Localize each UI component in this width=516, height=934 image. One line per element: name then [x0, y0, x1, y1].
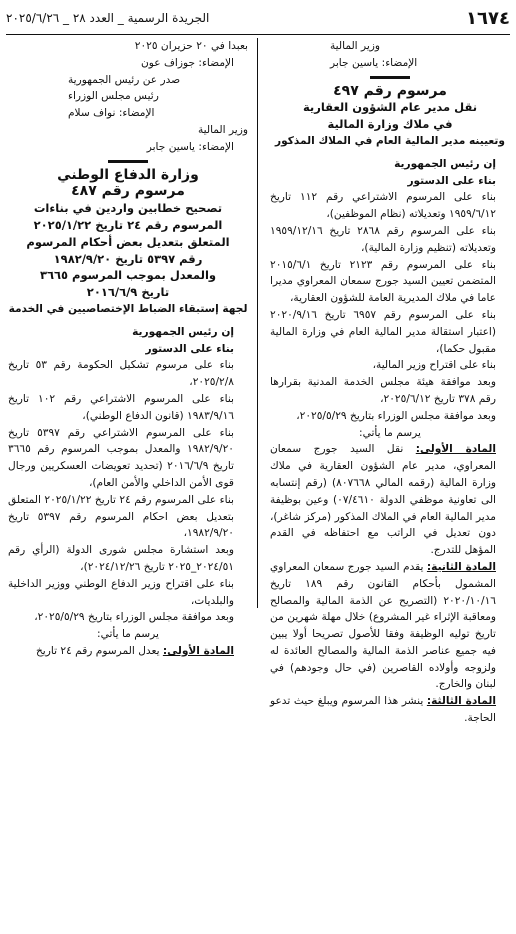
signature-name: الإمضاء: ياسين جابر — [330, 56, 418, 69]
decree-heading: لجهة إستبقاء الضباط الإختصاصيين في الخدمة — [8, 302, 248, 315]
constitution-line: بناء على الدستور — [145, 342, 234, 355]
decree-title: مرسوم رقم ٤٩٧ — [333, 82, 447, 99]
signature-name: الإمضاء: جوزاف عون — [141, 56, 234, 69]
recital: بناء على المرسوم الاشتراعي رقم ١١٢ تاريخ ١٩٥٩/٦/١٢ وتعديلاته (نظام الموظفين)، — [270, 191, 496, 221]
left-column — [8, 38, 248, 660]
article-text: نقل السيد جورج سمعان المعراوي، مدير عام الشؤون العقارية في ملاك وزارة المالية (رقمه المالي ٨٠٧٦٦٨) (رقم إنتسابه الى تعاونية موظفي الدولة ٠٧/٤٦١٠) وعين بوظيفة مدير المالية العام في الملاك المذكور (مركز شاغر)، دون تعديل في الراتب مع احتفاظه في القدم المؤهل للتدرج. — [270, 443, 496, 557]
article — [270, 441, 510, 559]
decree-subtitle: وتعيينه مدير المالية العام في الملاك المذكور — [275, 134, 505, 147]
recital: وبعد موافقة مجلس الوزراء بتاريخ ٢٠٢٥/٥/٢٩، — [34, 611, 234, 624]
president-line: إن رئيس الجمهورية — [394, 157, 496, 170]
signature-place-date: بعبدا في ٢٠ حزيران ٢٠٢٥ — [134, 40, 248, 52]
president-line: إن رئيس الجمهورية — [132, 325, 234, 338]
signature-name: الإمضاء: نواف سلام — [68, 107, 155, 120]
recital: وبعد موافقة مجلس الوزراء بتاريخ ٢٠٢٥/٥/٢٩، — [296, 409, 496, 422]
article-label: المادة الثالثة: — [426, 695, 497, 708]
recital: بناء على المرسوم الاشتراعي رقم ١٠٢ تاريخ ١٩٨٣/٩/١٦ (قانون الدفاع الوطني)، — [8, 392, 234, 422]
article-text: يقدم السيد جورج سمعان المعراوي المشمول بأحكام القانون رقم ١٨٩ تاريخ ٢٠٢٠/١٠/١٦ (التصريح عن الذمة المالية والمصالح ومعاقبة الإثراء غير المشروع) خلال مهلة شهرين من تاريخ توليه الوظيفة وفقا للأصول تصريحا أولا يبين فيه جميع عناصر الذمة المالية والمصالح العائدة له ولزوجه وأولاده القاصرين (في حال وجودهم) في لبنان والخارج. — [270, 560, 497, 691]
recital: بناء على المرسوم رقم ٢٤ تاريخ ٢٠٢٥/١/٢٢ المتعلق بتعديل بعض احكام المرسوم رقم ٥٣٩٧ تاريخ ١٩٨٢/٩/٢٠، — [8, 493, 234, 540]
decree-heading: المتعلق بتعديل بعض أحكام المرسوم — [26, 234, 230, 249]
signature-title: وزير المالية — [330, 40, 381, 52]
article-label: المادة الثانية: — [426, 560, 496, 573]
ministry-title: وزارة الدفاع الوطني — [57, 166, 199, 183]
page-header — [6, 8, 510, 35]
recital: بناء على المرسوم رقم ٢٨٦٨ تاريخ ١٩٥٩/١٢/١٦ وتعديلاته (تنظيم وزارة المالية)، — [270, 224, 496, 254]
recital: وبعد استشارة مجلس شورى الدولة (الرأي رقم ٢٠٢٤/٥١_٢٠٢٥ تاريخ ٢٠٢٤/١٢/٢٦)، — [8, 544, 234, 573]
recital: بناء على اقتراح وزير الدفاع الوطني ووزير الداخلية والبلديات، — [8, 577, 234, 607]
recital: بناء على المرسوم رقم ٢١٢٣ تاريخ ٢٠١٥/٦/١ المتضمن تعيين السيد جورج سمعان المعراوي مديرا عاما في ملاك المديرية العامة للشؤون العقارية، — [270, 258, 496, 305]
article-text: ينشر هذا المرسوم ويبلغ حيث تدعو الحاجة. — [270, 695, 496, 725]
page-number: ١٦٧٤ — [466, 8, 510, 29]
signature-title: وزير المالية — [197, 123, 248, 136]
article-label: المادة الأولى: — [415, 443, 496, 456]
separator — [370, 76, 410, 79]
constitution-line: بناء على الدستور — [407, 174, 496, 187]
decree-heading: رقم ٥٣٩٧ تاريخ ١٩٨٢/٩/٢٠ — [53, 251, 203, 266]
article — [8, 643, 248, 660]
decrees-line: يرسم ما يأتي: — [359, 426, 421, 439]
signature-issued: صدر عن رئيس الجمهورية — [68, 73, 181, 86]
decree-subtitle: نقل مدير عام الشؤون العقارية — [302, 100, 478, 115]
right-column — [270, 38, 510, 727]
decree-heading: والمعدل بموجب المرسوم ٣٦٦٥ — [39, 268, 217, 283]
recital: بناء على المرسوم رقم ٦٩٥٧ تاريخ ٢٠٢٠/٩/١٦ (اعتبار استقالة مدير المالية العام في وزارة المالية مقبول حكما)، — [270, 308, 496, 355]
decree-subtitle: في ملاك وزارة المالية — [327, 117, 453, 132]
decree-title: مرسوم رقم ٤٨٧ — [71, 183, 185, 200]
separator — [108, 160, 148, 163]
article — [270, 693, 510, 727]
decrees-line: يرسم ما يأتي: — [97, 628, 159, 641]
decree-heading: تاريخ ٢٠١٦/٦/٩ — [86, 285, 170, 300]
article-label: المادة الأولى: — [162, 644, 234, 657]
recital: بناء على اقتراح وزير المالية، — [372, 359, 496, 372]
recital: وبعد موافقة هيئة مجلس الخدمة المدنية بقرارها رقم ٣٧٨ تاريخ ٢٠٢٥/٦/١٢، — [270, 376, 496, 405]
decree-heading: المرسوم رقم ٢٤ تاريخ ٢٠٢٥/١/٢٢ — [33, 217, 223, 232]
column-divider — [257, 38, 258, 608]
signature-name: الإمضاء: ياسين جابر — [146, 140, 234, 153]
running-title: الجريدة الرسمية _ العدد ٢٨ _ ٢٠٢٥/٦/٢٦ — [6, 11, 210, 25]
article-text: يعدل المرسوم رقم ٢٤ تاريخ — [35, 644, 160, 657]
recital: بناء على مرسوم تشكيل الحكومة رقم ٥٣ تاريخ ٢٠٢٥/٢/٨، — [8, 359, 234, 389]
decree-heading: تصحيح خطابين واردين في بناءات — [33, 201, 223, 216]
recital: بناء على المرسوم الاشتراعي رقم ٥٣٩٧ تاريخ ١٩٨٢/٩/٢٠ والمعدل بموجب المرسوم رقم ٣٦٦٥ تاريخ ٢٠١٦/٦/٩ (تحديد تعويضات العسكريين ورجال قوى الأمن الداخلي والأمن العام)، — [8, 426, 235, 489]
signature-title: رئيس مجلس الوزراء — [68, 90, 159, 103]
article — [270, 559, 510, 693]
